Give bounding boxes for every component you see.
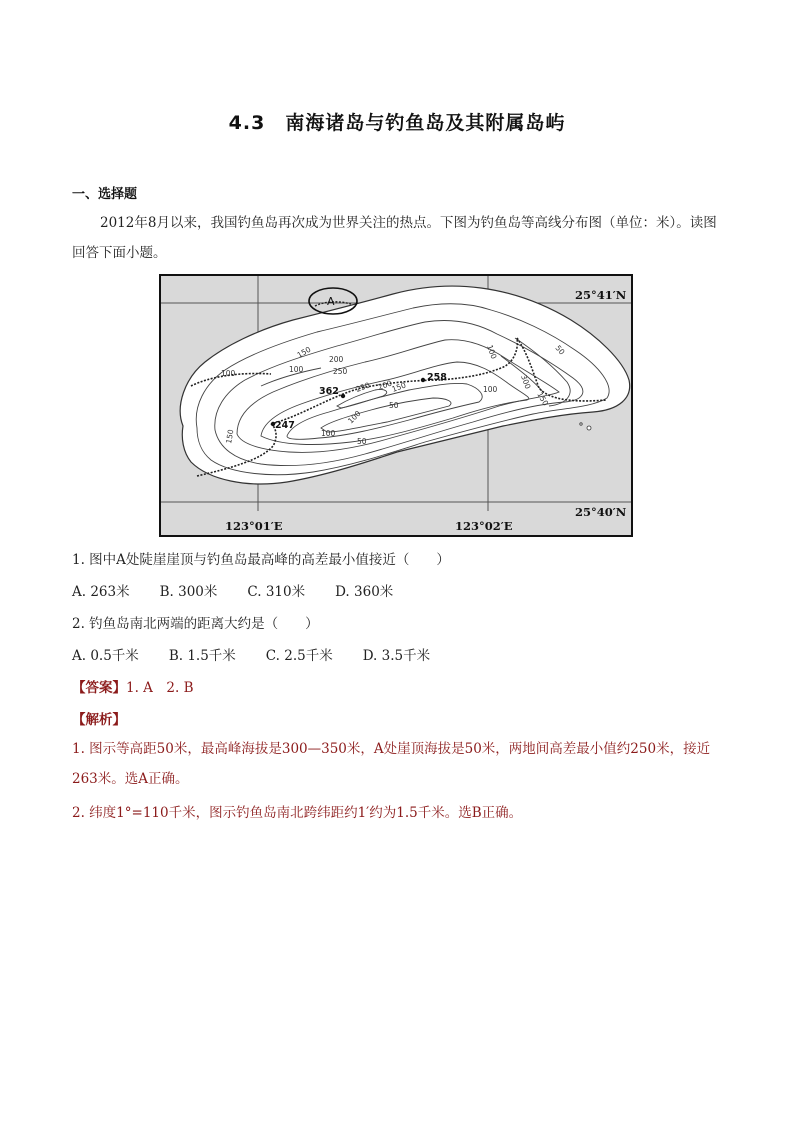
peak-362-marker — [341, 394, 345, 398]
question-1-option-b: B. 300米 — [159, 584, 218, 600]
question-2-option-d: D. 3.5千米 — [362, 648, 431, 664]
contour-label: 200 — [376, 378, 394, 392]
lon-left-label: 123°01′E — [225, 519, 283, 533]
question-2-option-c: C. 2.5千米 — [265, 648, 333, 664]
contour-label: 200 — [329, 355, 344, 364]
contour-label: 50 — [389, 401, 399, 410]
contour-label: 100 — [483, 385, 498, 394]
question-2-options — [72, 644, 430, 664]
contour-label: 300 — [519, 373, 533, 391]
answer-line — [72, 676, 194, 696]
analysis-item-1: 1. 图示等高距50米，最高峰海拔是300—350米，A处崖顶海拔是50米，两地间高差最小值约250米，接近263米。选A正确。 — [72, 741, 711, 787]
page-title: 4.3 南海诸岛与钓鱼岛及其附属岛屿 — [228, 112, 566, 134]
contour-label: 150 — [295, 344, 313, 360]
question-1-option-c: C. 310米 — [247, 584, 306, 600]
peak-label-247: 247 — [275, 420, 295, 431]
contour-label: 50 — [357, 437, 367, 446]
peak-label-362: 362 — [319, 386, 339, 397]
question-1-options — [72, 580, 393, 600]
peak-label-258: 258 — [427, 372, 447, 383]
contour-map — [159, 274, 633, 537]
point-a-label: A — [327, 295, 335, 308]
contour-label: 100 — [485, 343, 499, 361]
contour-label: 250 — [354, 380, 372, 394]
contour-label: 50 — [553, 343, 567, 357]
question-1-option-d: D. 360米 — [335, 584, 394, 600]
contour-map-svg — [161, 276, 631, 535]
question-1-stem: 1. 图中A处陡崖崖顶与钓鱼岛最高峰的高差最小值接近（ ） — [72, 552, 450, 568]
contour-label: 150 — [224, 428, 236, 445]
answer-text: 1. A 2. B — [126, 680, 194, 696]
answer-tag: 【答案】 — [72, 680, 126, 696]
question-1-option-a: A. 263米 — [72, 584, 130, 600]
lat-bottom-label: 25°40′N — [575, 505, 627, 519]
section-heading: 一、选择题 — [72, 187, 138, 202]
islet — [587, 426, 591, 430]
lon-right-label: 123°02′E — [455, 519, 513, 533]
question-2-option-a: A. 0.5千米 — [72, 648, 139, 664]
contour-label: 100 — [321, 429, 336, 438]
peak-258-marker — [421, 378, 425, 382]
contour-label: 100 — [346, 408, 363, 426]
analysis-item-2: 2. 纬度1°=110千米，图示钓鱼岛南北跨纬距约1′约为1.5千米。选B正确。 — [72, 805, 523, 821]
contour-label: 100 — [289, 365, 304, 374]
question-2-stem: 2. 钓鱼岛南北两端的距离大约是（ ） — [72, 616, 319, 632]
question-2-option-b: B. 1.5千米 — [168, 648, 236, 664]
intro-paragraph: 2012年8月以来，我国钓鱼岛再次成为世界关注的热点。下图为钓鱼岛等高线分布图（单位：米）。读图回答下面小题。 — [72, 215, 717, 261]
contour-label: 100 — [221, 369, 236, 378]
contour-label: 150 — [390, 380, 408, 394]
islet — [580, 423, 582, 425]
contour-label: 150 — [535, 390, 551, 408]
lat-top-label: 25°41′N — [575, 288, 627, 302]
contour-label: 250 — [333, 367, 348, 376]
analysis-tag: 【解析】 — [72, 712, 126, 728]
